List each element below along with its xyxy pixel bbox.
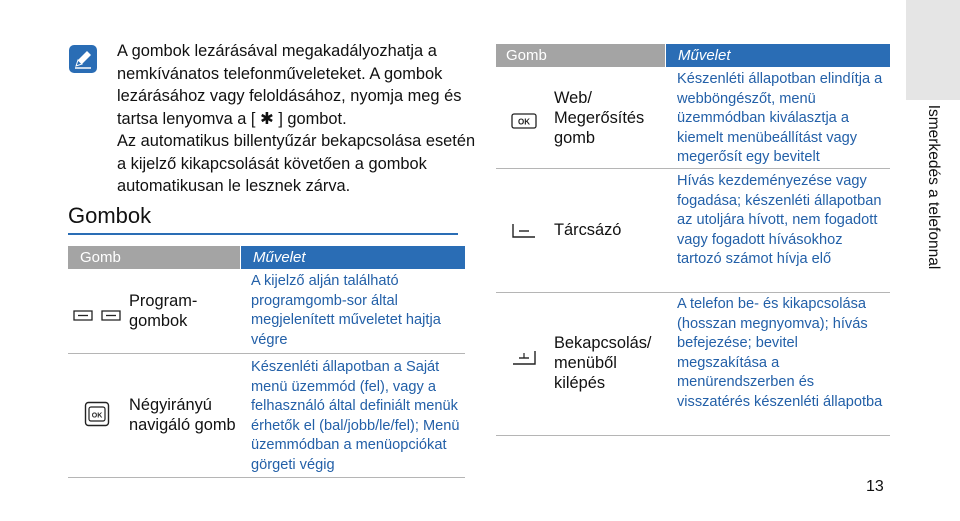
left-table-bottom: [68, 477, 465, 478]
right-row-3-description: A telefon be- és kikapcsolása (hosszan megnyomva); hívás befejezése; bevitel megszakítása a menürendszerben és visszatérés készenléti állapotba: [677, 296, 883, 410]
left-row-2-name: Négyirányú navigáló gomb: [129, 396, 236, 434]
right-header-action: Művelet: [666, 44, 890, 67]
chapter-title: Ismerkedés a telefonnal: [925, 104, 942, 270]
right-table-bottom: [496, 435, 890, 436]
right-row-3-name: Bekapcsolás/ menüből kilépés: [554, 334, 652, 392]
section-underline: [68, 233, 458, 235]
left-header-key: Gomb: [68, 246, 240, 269]
left-header-action: Művelet: [241, 246, 465, 269]
right-row-divider-2: [496, 292, 890, 293]
svg-text:OK: OK: [91, 412, 103, 420]
right-row-2-name: Tárcsázó: [554, 221, 622, 239]
page-number: 13: [866, 478, 884, 495]
call-key-icon: [511, 222, 537, 240]
note-pencil-icon: [68, 44, 98, 74]
section-title: Gombok: [68, 203, 152, 228]
left-row-divider: [68, 353, 465, 354]
right-row-1-name: Web/ Megerősítés gomb: [554, 89, 645, 147]
svg-text:OK: OK: [518, 117, 530, 127]
chapter-label: [906, 100, 960, 510]
left-row-1-description: A kijelző alján található programgomb-sor által megjelenített műveletet hajtja végre: [251, 273, 441, 348]
right-header-key: Gomb: [496, 44, 665, 67]
note-divider: [456, 231, 457, 232]
note-paragraph-2: Az automatikus billentyűzár bekapcsolása esetén a kijelző kikapcsolását követően a gombok automatikusan le lesznek zárva.: [117, 132, 476, 195]
soft-keys-icon: [72, 309, 124, 323]
right-row-divider-1: [496, 168, 890, 169]
left-row-1-name: Program- gombok: [129, 292, 198, 330]
end-key-icon: [511, 349, 537, 367]
note-text: [117, 40, 477, 198]
ok-key-icon: [511, 113, 537, 129]
note-paragraph-1: A gombok lezárásával megakadályozhatja a nemkívánatos telefonműveleteket. A gombok lezárásához vagy feloldásához, nyomja meg és tartsa lenyomva a [ ✱ ] gombot.: [117, 42, 462, 128]
right-row-2-description: Hívás kezdeményezése vagy fogadása; készenléti állapotban az utoljára hívott, nem fogadott vagy fogadott hívásokhoz tartozó számot hívja elő: [677, 173, 882, 267]
left-row-2-description: Készenléti állapotban a Saját menü üzemmód (fel), vagy a felhasználó által definiált menük érhetők el (bal/jobb/le/fel); Menü üzemmódban a menüopciókat görgeti végig: [251, 359, 460, 473]
right-row-1-description: Készenléti állapotban elindítja a webböngészőt, menü üzemmódban kiválasztja a kiemelt menübeállítást vagy megerősít egy bevitelt: [677, 71, 883, 165]
navigation-key-icon: [84, 401, 110, 427]
